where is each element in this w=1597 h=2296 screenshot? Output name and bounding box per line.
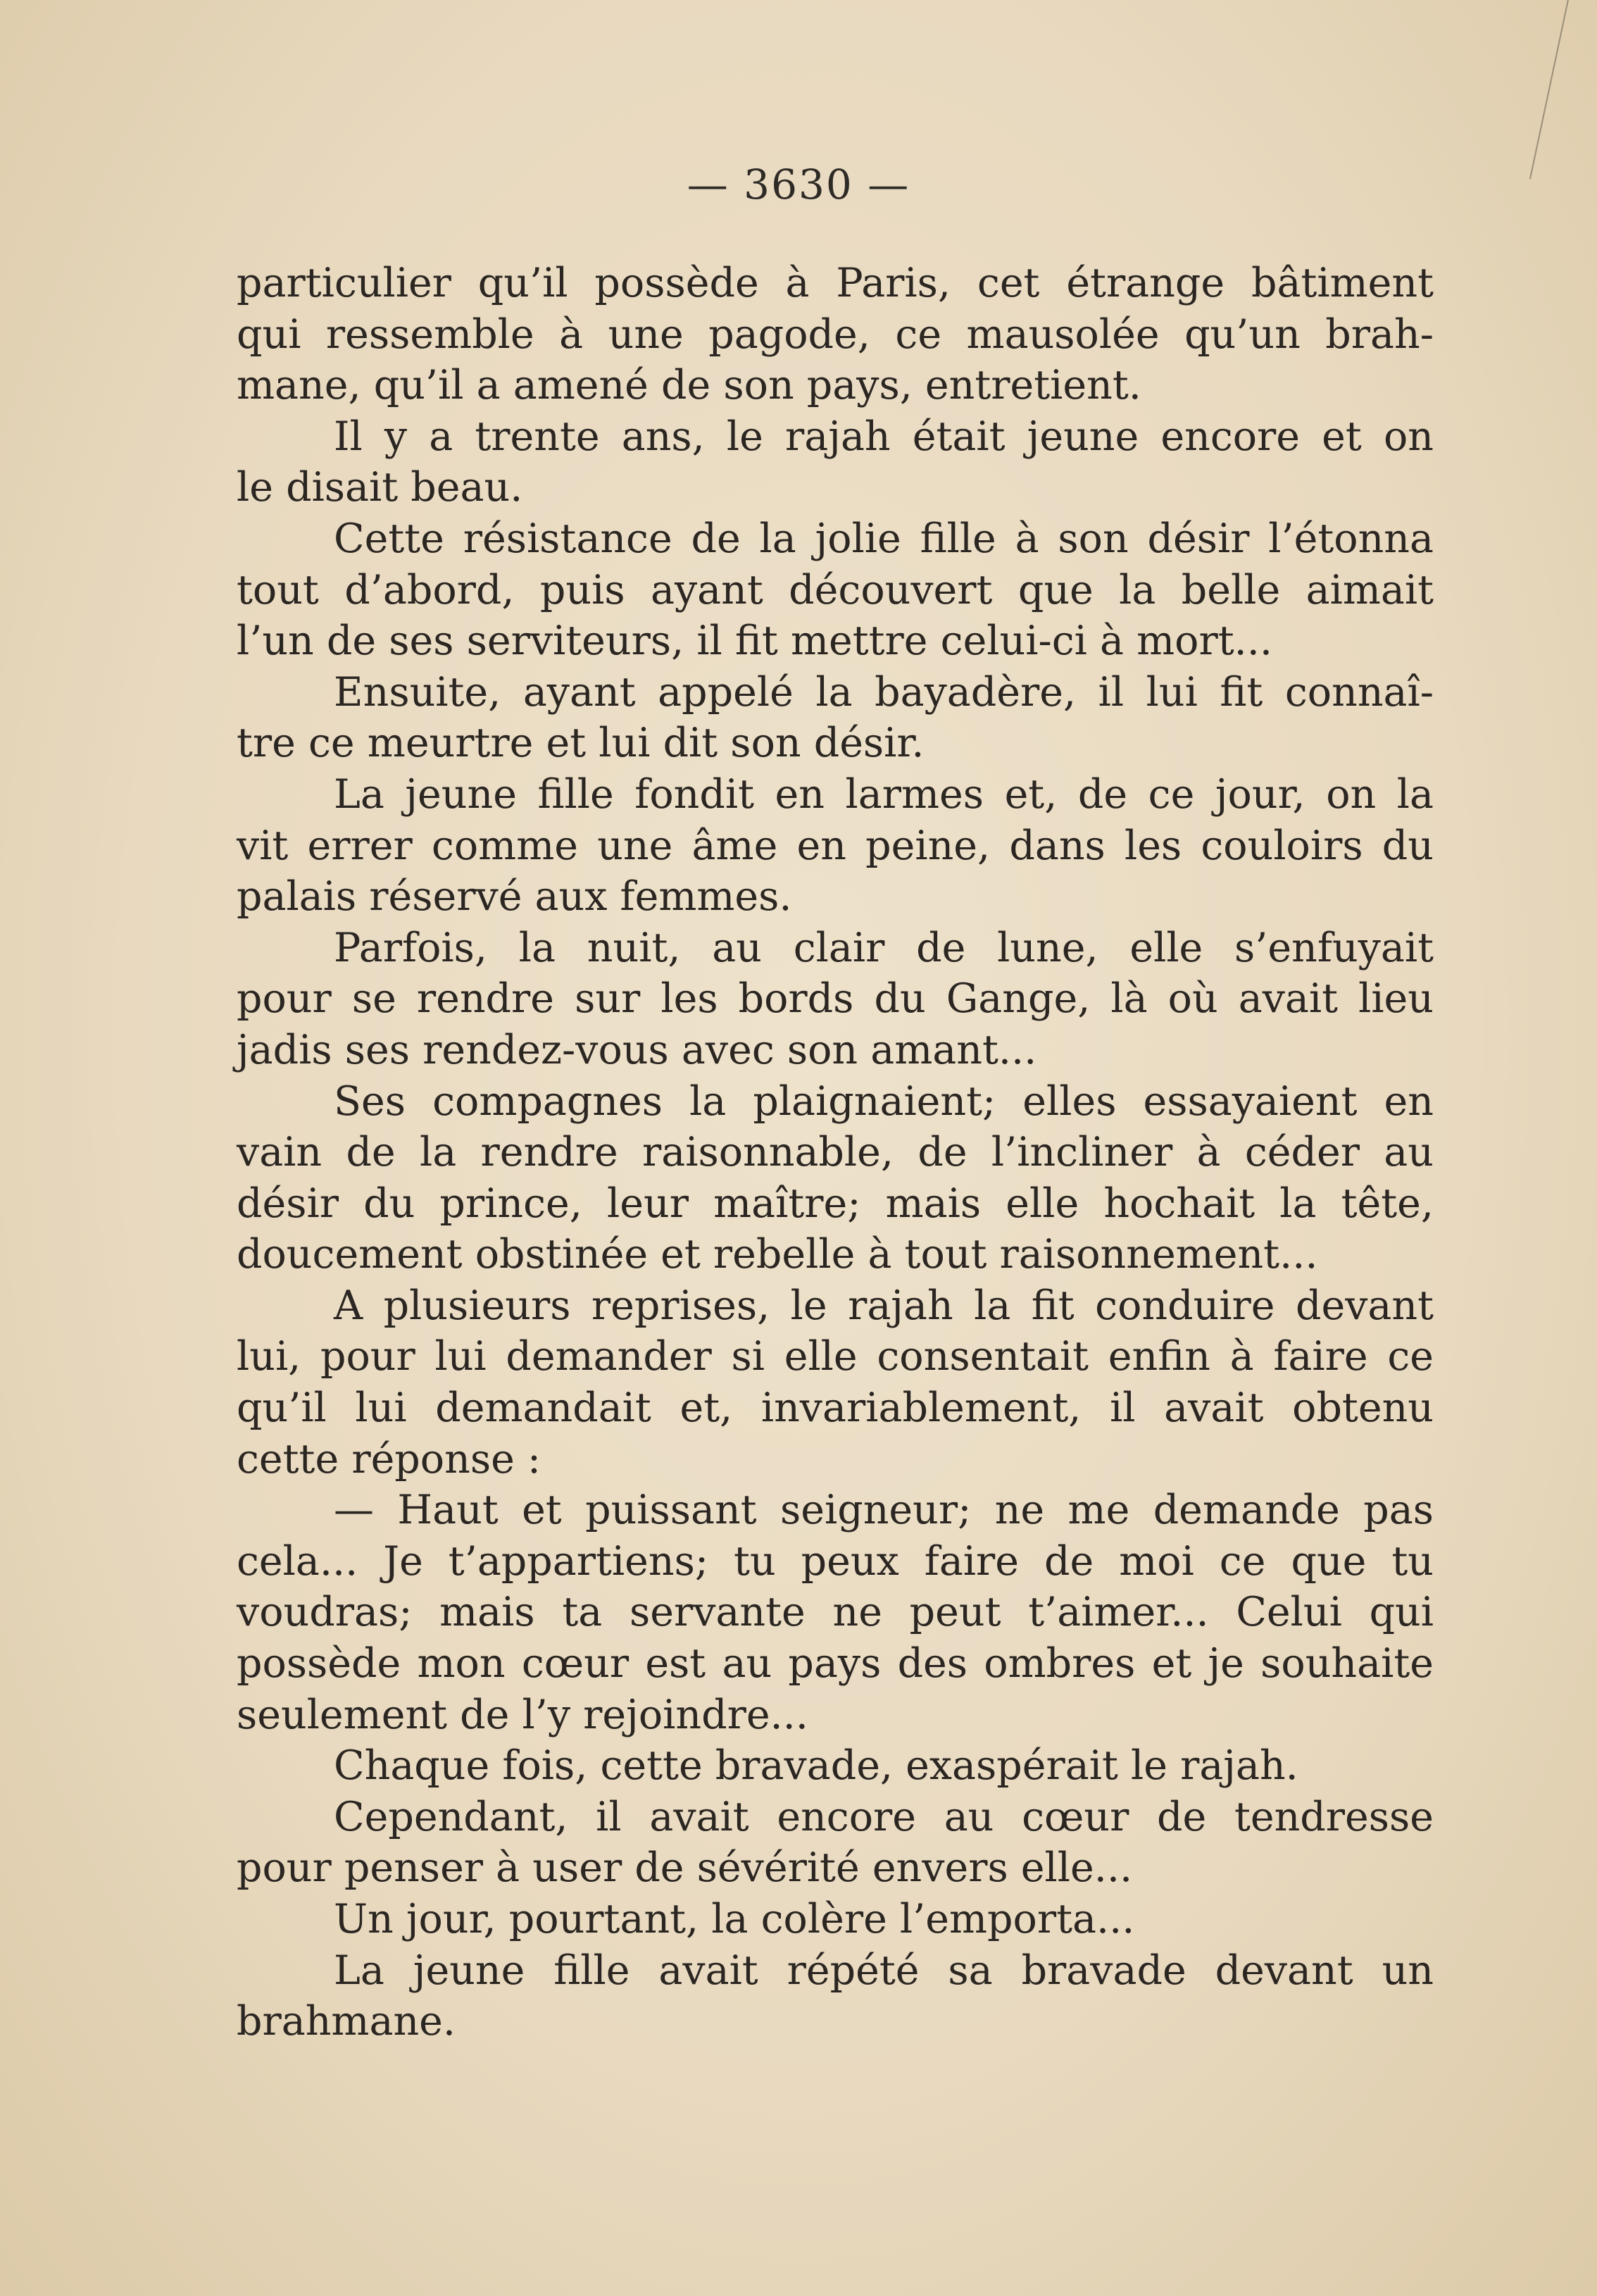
text-line: particulier qu’il possède à Paris, cet étrange bâtiment: [237, 260, 1434, 306]
text-line: lui, pour lui demander si elle consentait enfin à faire ce: [237, 1333, 1434, 1380]
text-line: possède mon cœur est au pays des ombres et je souhaite: [237, 1640, 1434, 1687]
text-line: jadis ses rendez-vous avec son amant...: [237, 1026, 1037, 1073]
text-line: La jeune fille fondit en larmes et, de ce jour, on la: [334, 770, 1434, 818]
page-number: — 3630 —: [687, 161, 910, 208]
page-edge-line: [1529, 0, 1569, 179]
text-line: mane, qu’il a amené de son pays, entretient.: [237, 362, 1141, 409]
text-line: Chaque fois, cette bravade, exaspérait le rajah.: [334, 1742, 1298, 1790]
text-line: Ensuite, ayant appelé la bayadère, il lui fit connaî-: [334, 668, 1434, 716]
body-text: [237, 258, 1434, 2047]
text-line: cette réponse :: [237, 1435, 541, 1483]
text-line: voudras; mais ta servante ne peut t’aimer... Celui qui: [237, 1589, 1434, 1636]
text-line: qu’il lui demandait et, invariablement, il avait obtenu: [237, 1385, 1434, 1432]
text-line: Un jour, pourtant, la colère l’emporta...: [334, 1896, 1135, 1942]
text-line: tre ce meurtre et lui dit son désir.: [237, 720, 925, 767]
text-line: brahmane.: [237, 1998, 456, 2045]
text-line: cela... Je t’appartiens; tu peux faire de moi ce que tu: [237, 1537, 1434, 1585]
text-line: Cette résistance de la jolie fille à son désir l’étonna: [334, 515, 1434, 562]
text-line: pour se rendre sur les bords du Gange, là où avait lieu: [237, 975, 1434, 1023]
text-line: seulement de l’y rejoindre...: [237, 1691, 808, 1738]
text-line: tout d’abord, puis ayant découvert que la belle aimait: [237, 566, 1434, 613]
text-line: vit errer comme une âme en peine, dans les couloirs du: [237, 822, 1434, 869]
text-line: Ses compagnes la plaignaient; elles essayaient en: [334, 1078, 1434, 1125]
text-line: qui ressemble à une pagode, ce mausolée qu’un brah-: [237, 311, 1434, 358]
text-line: — Haut et puissant seigneur; ne me demande pas: [334, 1487, 1434, 1534]
text-line: pour penser à user de sévérité envers elle...: [237, 1845, 1133, 1892]
text-line: le disait beau.: [237, 464, 523, 511]
text-line: désir du prince, leur maître; mais elle hochait la tête,: [237, 1180, 1434, 1227]
text-line: A plusieurs reprises, le rajah la fit conduire devant: [334, 1282, 1434, 1329]
text-line: vain de la rendre raisonnable, de l’incliner à céder au: [237, 1129, 1434, 1176]
text-line: La jeune fille avait répété sa bravade devant un: [334, 1947, 1434, 1994]
text-line: palais réservé aux femmes.: [237, 873, 792, 921]
text-line: doucement obstinée et rebelle à tout raisonnement...: [237, 1231, 1318, 1278]
text-line: Il y a trente ans, le rajah était jeune encore et on: [334, 413, 1434, 460]
text-line: Parfois, la nuit, au clair de lune, elle s’enfuyait: [334, 924, 1434, 971]
text-line: l’un de ses serviteurs, il fit mettre celui-ci à mort...: [237, 618, 1272, 665]
text-line: Cependant, il avait encore au cœur de tendresse: [334, 1793, 1434, 1840]
